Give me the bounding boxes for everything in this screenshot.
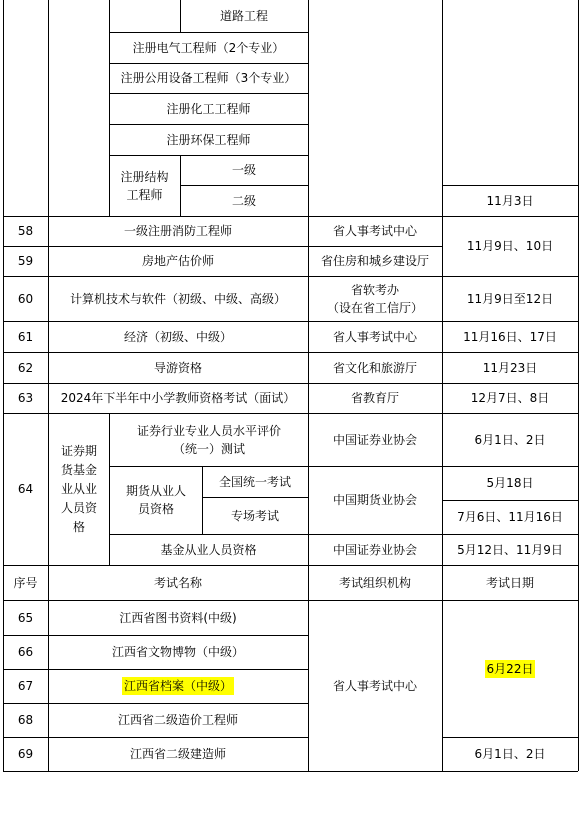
cell-jx-date-last: 6月1日、2日 — [474, 747, 546, 761]
highlighted-date: 6月22日 — [486, 661, 534, 676]
cell-exam-date: 12月7日、8日 — [470, 391, 550, 405]
cell-futures-special: 专场考试 — [230, 508, 279, 523]
cell-row-no: 69 — [17, 747, 34, 761]
cell-exam-date: 11月9日、10日 — [466, 239, 554, 253]
cell-exam-date: 11月9日至12日 — [466, 291, 554, 306]
cell-environmental-engineer: 注册环保工程师 — [166, 132, 251, 147]
cell-futures-special-date: 7月6日、11月16日 — [457, 510, 563, 524]
cell-securities-org: 中国证券业协会 — [332, 432, 417, 447]
cell-fund-org: 中国证券业协会 — [332, 542, 417, 557]
cell-exam-org: 省人事考试中心 — [332, 224, 417, 238]
cell-jx-date — [442, 600, 578, 737]
cell-futures: 期货从业人员资格 — [125, 484, 186, 516]
cell-row-no: 63 — [17, 391, 34, 405]
cell-chemical-engineer: 注册化工工程师 — [166, 101, 251, 116]
cell-row-no: 59 — [17, 254, 34, 268]
cell-road-engineering: 道路工程 — [219, 9, 268, 23]
header-name: 考试名称 — [153, 575, 202, 590]
cell-securities-date: 6月1日、2日 — [474, 432, 546, 447]
cell-structural-level2: 二级 — [231, 193, 256, 208]
cell-exam-name: 江西省图书资料(中级) — [119, 610, 237, 625]
cell-exam-date: 11月23日 — [482, 360, 538, 375]
cell-exam-name: 导游资格 — [153, 360, 202, 375]
cell-exam-name — [48, 669, 308, 703]
cell-row-no: 66 — [17, 645, 34, 659]
cell-exam-name: 计算机技术与软件（初级、中级、高级） — [69, 291, 286, 306]
cell-futures-national: 全国统一考试 — [218, 474, 291, 489]
cell-exam-name: 江西省二级建造师 — [129, 747, 226, 761]
cell-securities-test: 证券行业专业人员水平评价（统一）测试 — [136, 423, 281, 456]
cell-exam-name: 江西省文物博物（中级） — [111, 645, 244, 659]
cell-structural-level1: 一级 — [231, 163, 256, 177]
cell-securities-group: 证券期货基金业从业人员资格 — [60, 443, 97, 534]
cell-jx-org: 省人事考试中心 — [332, 678, 417, 693]
cell-exam-name: 房地产估价师 — [141, 254, 214, 268]
cell-futures-national-date: 5月18日 — [486, 476, 534, 490]
cell-exam-org: 省文化和旅游厅 — [332, 360, 417, 375]
cell-exam-org: 省教育厅 — [350, 391, 399, 405]
cell-row-no: 67 — [17, 679, 34, 693]
header-date: 考试日期 — [485, 575, 534, 590]
cell-fund-date: 5月12日、11月9日 — [457, 542, 563, 557]
highlighted-exam-name: 江西省档案（中级） — [123, 679, 232, 693]
header-org: 考试组织机构 — [338, 575, 411, 590]
cell-exam-org: 省人事考试中心 — [332, 329, 417, 344]
cell-exam-name: 经济（初级、中级） — [123, 329, 232, 344]
cell-row-no: 61 — [17, 329, 34, 344]
cell-row-no: 58 — [17, 224, 34, 238]
cell-utility-engineer: 注册公用设备工程师（3个专业） — [120, 71, 297, 85]
cell-exam-org: 省软考办 （设在省工信厅） — [326, 282, 423, 315]
cell-fund: 基金从业人员资格 — [160, 542, 257, 557]
cell-row-no: 62 — [17, 360, 34, 375]
cell-electrical-engineer: 注册电气工程师（2个专业） — [132, 40, 285, 55]
cell-futures-org: 中国期货业协会 — [332, 493, 417, 507]
cell-row-no: 60 — [17, 291, 34, 306]
cell-row-no: 68 — [17, 713, 34, 727]
cell-row-no: 64 — [17, 482, 34, 496]
cell-exam-name: 2024年下半年中小学教师资格考试（面试） — [60, 391, 296, 405]
cell-exam-name: 一级注册消防工程师 — [123, 224, 232, 238]
cell-row-no: 65 — [17, 610, 34, 625]
cell-exam-date: 11月16日、17日 — [463, 329, 557, 344]
cell-exam-org: 省住房和城乡建设厅 — [320, 254, 429, 268]
header-no: 序号 — [13, 575, 38, 590]
cell-exam-name: 江西省二级造价工程师 — [117, 713, 238, 727]
cell-structural-engineer: 注册结构工程师 — [120, 169, 169, 202]
cell-date-nov3: 11月3日 — [486, 193, 534, 208]
